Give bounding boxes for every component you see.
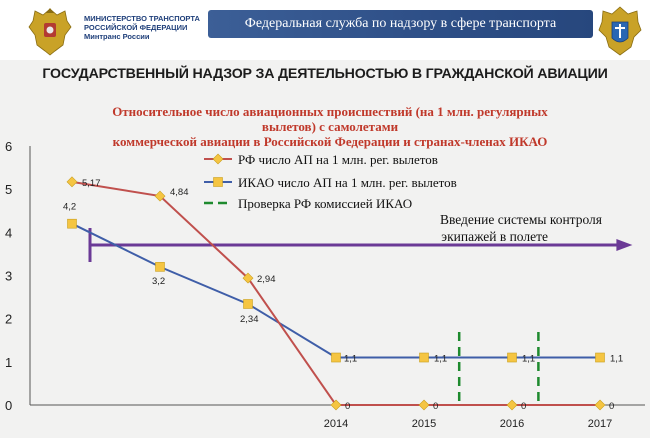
- icao-data-label: 1,1: [344, 353, 358, 365]
- icao-data-point: [156, 262, 165, 271]
- y-tick-label: 2: [5, 311, 13, 327]
- chart-title-line-2: коммерческой авиации в Российской Федерации и странах-членах ИКАО: [112, 134, 548, 149]
- icao-data-point: [508, 353, 517, 362]
- y-tick-label: 6: [5, 139, 13, 154]
- ministry-line-2: РОССИЙСКОЙ ФЕДЕРАЦИИ: [84, 23, 188, 32]
- rf-data-label: 0: [609, 401, 615, 412]
- icao-data-point: [420, 353, 429, 362]
- y-tick-label: 3: [5, 268, 13, 284]
- icao-data-point: [68, 219, 77, 228]
- rf-data-point: [507, 400, 517, 410]
- x-tick-label: 2016: [499, 418, 525, 430]
- icao-data-label: 1,1: [522, 353, 536, 365]
- chart-title-line-1: Относительное число авиационных происшествий (на 1 млн. регулярных вылетов) с самолетами: [112, 104, 548, 134]
- icao-data-point: [244, 299, 253, 308]
- legend-rf-marker: [213, 154, 223, 164]
- rf-data-point: [595, 400, 605, 410]
- rf-data-label: 2,94: [257, 274, 276, 286]
- rf-data-label: 0: [345, 401, 351, 412]
- x-tick-label: 2017: [587, 418, 613, 430]
- x-tick-label: 2015: [411, 418, 437, 430]
- icao-data-label: 2,34: [240, 313, 259, 325]
- legend-rf-label: РФ число АП на 1 млн. рег. вылетов: [238, 152, 438, 167]
- rf-data-label: 4,84: [170, 187, 189, 199]
- legend-icao-marker: [214, 178, 223, 187]
- agency-name: Федеральная служба по надзору в сфере транспорта: [244, 16, 557, 31]
- annotation-arrow-head: [616, 239, 632, 251]
- x-tick-label: 2014: [323, 418, 349, 430]
- annotation-text-line-1: Введение системы контроля: [439, 212, 602, 227]
- icao-data-point: [596, 353, 605, 362]
- icao-data-label: 1,1: [434, 353, 448, 365]
- legend-icao-label: ИКАО число АП на 1 млн. рег. вылетов: [238, 175, 457, 190]
- y-tick-label: 1: [5, 354, 13, 370]
- ministry-line-3: Минтранс России: [84, 32, 150, 41]
- rf-data-label: 0: [433, 401, 439, 412]
- y-tick-label: 4: [5, 225, 13, 241]
- icao-data-label: 3,2: [152, 275, 166, 287]
- icao-data-label: 1,1: [610, 353, 624, 365]
- y-tick-label: 5: [5, 182, 13, 198]
- rf-data-label: 0: [521, 401, 527, 412]
- y-tick-label: 0: [5, 398, 13, 413]
- rf-data-point: [67, 177, 77, 187]
- slide-title: ГОСУДАРСТВЕННЫЙ НАДЗОР ЗА ДЕЯТЕЛЬНОСТЬЮ В ГРАЖДАНСКОЙ АВИАЦИИ: [42, 66, 608, 82]
- annotation-text-line-2: экипажей в полете: [441, 229, 548, 244]
- icao-data-label: 4,2: [63, 201, 77, 213]
- icao-data-point: [332, 353, 341, 362]
- rf-data-label: 5,17: [82, 177, 101, 189]
- ministry-line-1: МИНИСТЕРСТВО ТРАНСПОРТА: [84, 14, 200, 23]
- legend-inspection-label: Проверка РФ комиссией ИКАО: [238, 196, 413, 211]
- rf-data-point: [419, 400, 429, 410]
